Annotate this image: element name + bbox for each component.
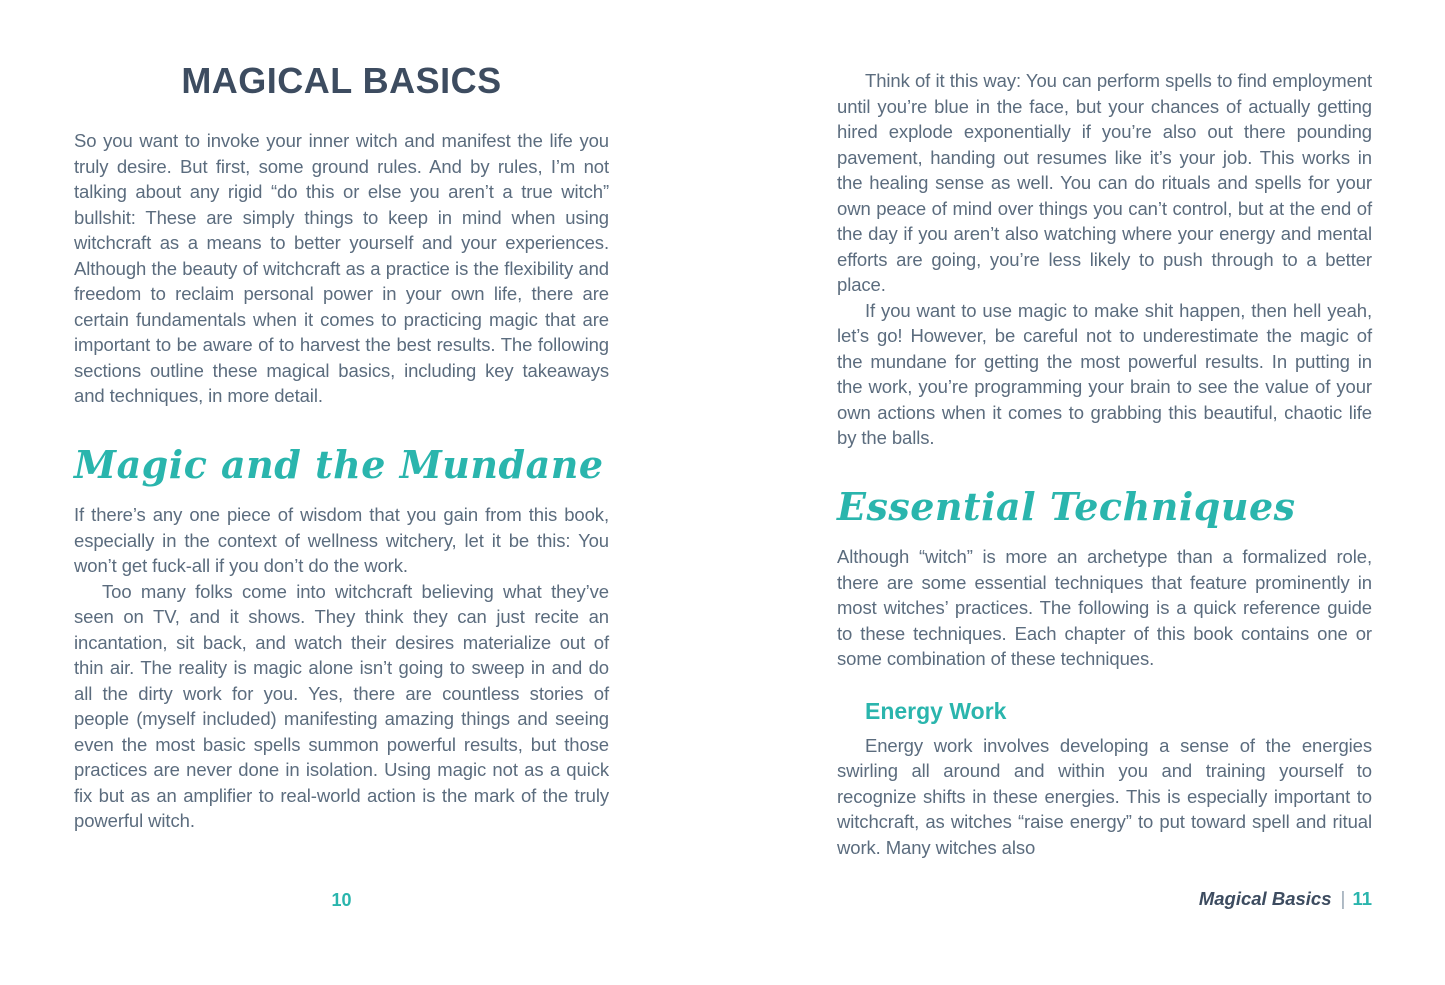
page-right bbox=[722, 0, 1445, 985]
page-number-right: 11 bbox=[1352, 888, 1372, 909]
paragraph: If you want to use magic to make shit happen, then hell yeah, let’s go! However, be careful not to underestimate the magic of the mundane for getting the most powerful results. In putting in the work, you’re programming your brain to see the value of your own actions when it comes to grabbing this beautiful, chaotic life by the balls. bbox=[837, 299, 1372, 448]
section-heading-magic-and-the-mundane: Magic and the Mundane bbox=[74, 441, 604, 487]
intro-paragraph: So you want to invoke your inner witch and manifest the life you truly desire. But first, some ground rules. And by rules, I’m not talking about any rigid “do this or else you aren’t a true witch” bullshit: These are simply things to keep in mind when using witchcraft as a means to better yourself and your experiences. Although the beauty of witchcraft as a practice is the flexibility and freedom to reclaim personal power in your own life, there are certain fundamentals when it comes to practicing magic that are important to be aware of to harvest the best results. The following sections outline these magical basics, including key takeaways and techniques, in more detail. bbox=[74, 130, 609, 406]
paragraph: Too many folks come into witchcraft believing what they’ve seen on TV, and it shows. They think they can just recite an incantation, sit back, and watch their desires materialize out of thin air. The reality is magic alone isn’t going to sweep in and do all the dirty work for you. Yes, there are countless stories of people (myself included) manifesting amazing things and seeing even the most basic spells summon powerful results, but those practices are never done in isolation. Using magic not as a quick fix but as an amplifier to real-world action is the mark of the truly powerful witch. bbox=[74, 580, 609, 832]
paragraph: Although “witch” is more an archetype than a formalized role, there are some essential techniques that feature prominently in most witches’ practices. The following is a quick reference guide to these techniques. Each chapter of this book contains one or some combination of these techniques. bbox=[837, 546, 1372, 670]
running-footer-separator: | bbox=[1340, 889, 1346, 910]
paragraph: Think of it this way: You can perform spells to find employment until you’re blue in the face, but your chances of actually getting hired explode exponentially if you’re also out there pounding pavement, handing out resumes like it’s your job. This works in the healing sense as well. You can do rituals and spells for your own peace of mind over things you can’t control, but at the end of the day if you aren’t also watching where your energy and mental efforts are going, you’re less likely to push through to a better place. bbox=[837, 70, 1372, 295]
running-footer bbox=[837, 888, 1372, 911]
page-left bbox=[0, 0, 722, 985]
running-footer-chapter: Magical Basics bbox=[1198, 888, 1332, 909]
page-left-content bbox=[74, 60, 609, 834]
section-heading-essential-techniques: Essential Techniques bbox=[837, 483, 1296, 529]
subsection-heading-energy-work: Energy Work bbox=[865, 697, 1007, 724]
chapter-title: MAGICAL BASICS bbox=[181, 60, 502, 101]
page-right-content bbox=[837, 68, 1372, 860]
paragraph: If there’s any one piece of wisdom that you gain from this book, especially in the context of wellness witchery, let it be this: You won’t get fuck-all if you don’t do the work. bbox=[74, 504, 609, 577]
paragraph: Energy work involves developing a sense of the energies swirling all around and within you and training yourself to recognize shifts in these energies. This is especially important to witchcraft, as witches “raise energy” to put toward spell and ritual work. Many witches also bbox=[837, 734, 1372, 858]
page-number-left: 10 bbox=[331, 890, 352, 910]
